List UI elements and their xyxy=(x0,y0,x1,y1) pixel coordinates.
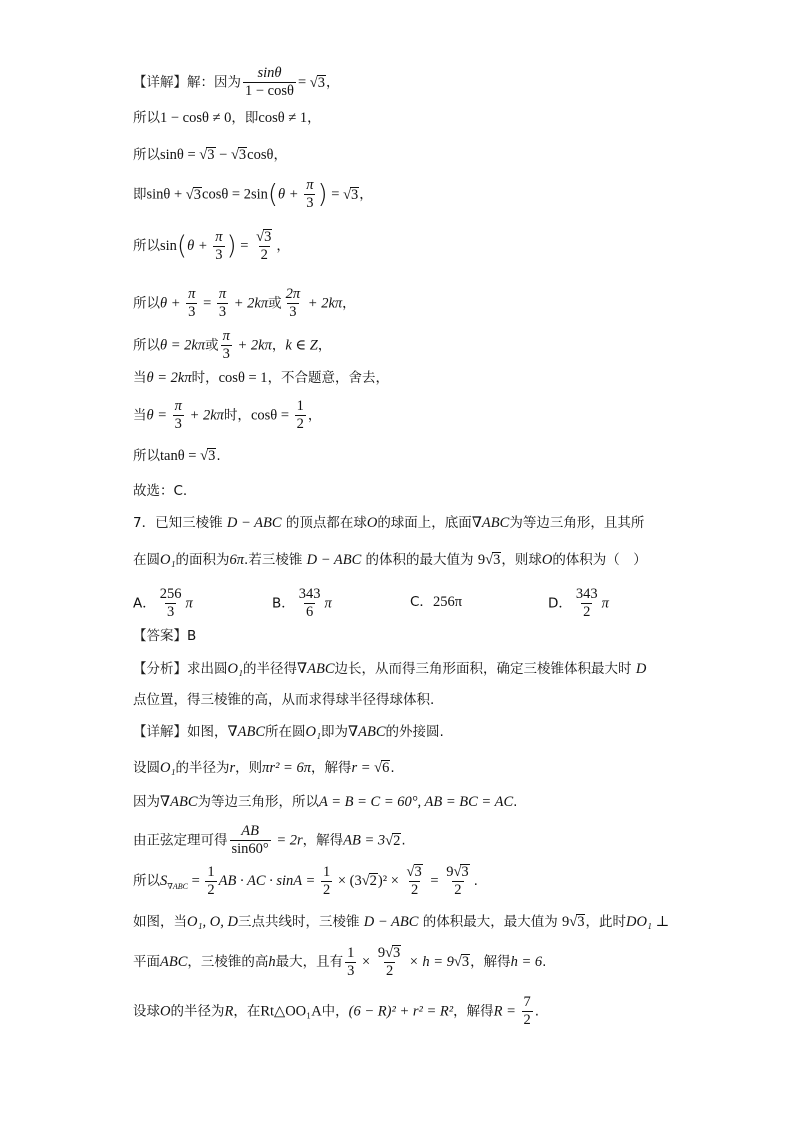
text-segment: 所以 xyxy=(133,448,160,464)
text-segment xyxy=(297,587,323,620)
text-segment: 2 xyxy=(385,963,394,980)
text-segment: 3 xyxy=(188,304,196,321)
text-segment: . xyxy=(473,873,478,890)
text-segment: 的面积为 xyxy=(175,552,230,568)
text-segment: √3 xyxy=(406,864,422,880)
text-segment xyxy=(376,945,403,979)
text-segment: . xyxy=(401,832,406,849)
text-segment: 256π xyxy=(432,594,463,610)
detail-line-6 xyxy=(133,287,356,320)
text-segment: )² × xyxy=(377,873,403,890)
detail2-line-2 xyxy=(133,760,395,776)
text-segment: k ∈ Z xyxy=(285,337,318,354)
text-segment xyxy=(321,865,332,898)
text-segment: √3 xyxy=(200,448,216,464)
text-segment: = xyxy=(327,186,344,203)
text-segment: 1 − cosθ ≠ 0 xyxy=(160,110,232,126)
text-segment: ∇ABC xyxy=(471,515,510,531)
text-segment: 所以 xyxy=(133,337,160,354)
text-segment: 故选：C. xyxy=(133,483,188,499)
detail2-line-8 xyxy=(133,995,539,1028)
answer-value: B xyxy=(187,628,197,644)
text-segment: cosθ = 1 xyxy=(218,370,268,386)
text-segment: 由正弦定理可得 xyxy=(133,832,228,849)
text-segment: 6π xyxy=(229,552,245,568)
text-segment: 所以 xyxy=(133,238,160,255)
text-segment: D − ABC xyxy=(306,552,362,568)
text-segment: R xyxy=(224,1003,234,1020)
text-segment: 3 xyxy=(218,304,227,321)
text-segment: 或 xyxy=(268,295,282,312)
text-segment: O₁, O, D xyxy=(187,914,238,930)
text-segment: O xyxy=(541,552,553,568)
text-segment: ( xyxy=(267,179,279,210)
text-segment: 3 xyxy=(577,914,585,930)
detail-line-4 xyxy=(133,178,373,211)
text-segment xyxy=(574,587,600,620)
text-segment: D． xyxy=(548,595,572,612)
sqrt: √3 xyxy=(309,74,325,91)
text-segment: 3 xyxy=(174,416,182,433)
text-segment: . xyxy=(216,448,221,464)
text-segment: = 2r xyxy=(272,832,303,849)
text-segment: 所以 xyxy=(133,147,160,163)
text-segment: ， xyxy=(359,186,373,203)
text-segment: D − ABC xyxy=(226,515,282,531)
text-segment: cosθ = 2sin xyxy=(202,186,268,203)
text-segment: 的体积最大，最大值为 xyxy=(418,914,562,930)
text-segment xyxy=(444,864,471,881)
text-segment: . xyxy=(390,760,395,776)
text-segment: 因为 xyxy=(133,794,160,810)
text-segment: π xyxy=(601,595,609,612)
text-segment: ， xyxy=(271,337,286,354)
text-segment: 为等边三角形，且其所 xyxy=(509,515,645,531)
text-segment: ，则 xyxy=(235,760,263,776)
text-segment: 的半径为 xyxy=(175,760,230,776)
text-segment: cosθ = xyxy=(250,407,293,424)
text-segment: × h = 9 xyxy=(405,954,454,971)
text-segment: sin xyxy=(160,238,177,255)
text-segment: 的外接圆. xyxy=(385,724,444,740)
text-segment: 256 xyxy=(159,586,182,602)
text-segment: ，解得 xyxy=(310,760,352,776)
text-segment: 或 xyxy=(205,337,219,354)
text-segment xyxy=(254,229,274,263)
answer-tag: 【答案】 xyxy=(133,628,187,644)
text-segment: θ + xyxy=(160,295,185,312)
text-segment: π xyxy=(222,328,230,344)
text-segment: ， xyxy=(307,407,322,424)
text-segment: 3 xyxy=(347,962,355,979)
text-segment: √3 xyxy=(230,147,247,163)
text-segment: 点位置，得三棱锥的高，从而求得球半径得球体积. xyxy=(133,692,435,708)
text-segment: h = 6 xyxy=(510,954,543,971)
text-segment: 6 xyxy=(306,604,314,621)
text-segment: π xyxy=(215,228,223,245)
text-segment: .若三棱锥 xyxy=(244,552,307,568)
question-7-line-1 xyxy=(133,516,644,531)
subscript: ∇ABC xyxy=(167,881,188,891)
text-segment: 设球 xyxy=(133,1003,160,1020)
text-segment: 3 xyxy=(393,945,401,961)
text-segment: × xyxy=(358,954,374,971)
fraction xyxy=(243,66,296,99)
text-segment: D xyxy=(635,661,647,677)
text-segment: 的顶点都在球 xyxy=(281,515,367,531)
text-segment: ABC xyxy=(160,954,188,971)
text-segment: 2 xyxy=(393,832,401,849)
text-segment: 当 xyxy=(133,407,147,424)
text-segment: ， xyxy=(342,295,356,312)
text-segment: 3 xyxy=(207,147,215,163)
text-segment xyxy=(376,945,403,962)
text-segment: DO₁ ⊥ xyxy=(625,914,670,930)
text-segment: 的球面上，底面 xyxy=(377,515,472,531)
text-segment: sinθ + xyxy=(146,186,186,203)
text-segment: √2 xyxy=(385,832,401,849)
text-segment: 3 xyxy=(493,552,501,568)
text-segment: 最大，且有 xyxy=(275,954,344,971)
detail2-line-4 xyxy=(133,824,406,857)
text-segment: θ + xyxy=(278,186,303,203)
detail-line-10 xyxy=(133,448,221,464)
detail2-line-5 xyxy=(133,864,478,898)
text-segment: √3 xyxy=(453,954,470,971)
text-segment: = xyxy=(297,74,310,91)
text-segment: h xyxy=(268,954,276,971)
text-segment: O₁ xyxy=(227,661,244,677)
text-segment: 2 xyxy=(583,604,591,621)
analysis-line-2 xyxy=(133,694,434,708)
text-segment: 所以 xyxy=(133,110,160,126)
text-segment: 的体积的最大值为 xyxy=(361,552,478,568)
text-segment: ，解得 xyxy=(453,1003,494,1020)
text-segment: 在圆 xyxy=(133,552,160,568)
text-segment: 3 xyxy=(306,195,314,212)
text-segment: ， xyxy=(317,337,332,354)
text-segment: 2 xyxy=(207,881,215,898)
text-segment: 设圆 xyxy=(133,760,160,776)
detail2-line-1 xyxy=(133,725,444,740)
detail-line-3 xyxy=(133,147,287,163)
text-segment: + 2kπ xyxy=(233,337,272,354)
text-segment: ，不合题意，舍去， xyxy=(267,370,390,386)
text-segment: . xyxy=(542,954,547,971)
text-segment: A = B = C = 60°, AB = BC = AC xyxy=(319,794,514,810)
text-segment: 所以 xyxy=(133,873,160,890)
text-segment: √3 xyxy=(453,864,469,880)
detail-line-9 xyxy=(133,399,321,432)
text-segment: C． xyxy=(410,594,433,610)
text-segment: ，则球 xyxy=(501,552,542,568)
text-segment: π xyxy=(218,286,227,302)
text-segment: ，此时 xyxy=(585,914,626,930)
text-segment xyxy=(205,865,216,898)
text-segment: R = xyxy=(493,1003,520,1020)
text-segment: 的半径为 xyxy=(170,1003,225,1020)
text-segment: √3 xyxy=(199,147,215,163)
text-segment: AB · AC · sinA = xyxy=(218,873,319,890)
text-segment: 2π xyxy=(285,286,301,302)
text-segment: A． xyxy=(133,595,156,612)
text-segment: ，解得 xyxy=(302,832,344,849)
text-segment: π xyxy=(324,595,332,612)
option-d[interactable] xyxy=(548,587,609,620)
text-segment xyxy=(173,399,184,432)
text-segment: − xyxy=(215,147,231,163)
text-segment: 3 xyxy=(461,954,470,971)
text-segment: (6 − R)² + r² = R² xyxy=(348,1003,454,1020)
text-segment: 即 xyxy=(133,186,147,203)
text-segment: 343 xyxy=(575,586,598,602)
text-segment: θ = 2kπ xyxy=(160,337,206,354)
text-segment: ) xyxy=(226,231,237,262)
question-7-line-2 xyxy=(133,552,647,568)
text-segment: √2 xyxy=(361,873,377,890)
text-segment xyxy=(186,287,197,320)
text-segment: 所以 xyxy=(133,295,160,312)
text-segment: 3 xyxy=(289,304,297,321)
text-segment: 时， xyxy=(223,407,251,424)
text-segment: π xyxy=(185,595,193,612)
text-segment: 中， xyxy=(321,1003,349,1020)
text-segment: Rt△OO₁A xyxy=(260,1003,322,1020)
text-segment: ∇ABC xyxy=(348,724,386,740)
text-segment: sin60° xyxy=(231,841,269,858)
text-segment: 的半径得 xyxy=(243,661,298,677)
text-segment: 3 xyxy=(414,864,422,880)
text-segment: 解：因为 xyxy=(187,74,241,91)
text-segment xyxy=(304,178,315,211)
text-segment: ， xyxy=(273,147,287,163)
text-segment: 3 xyxy=(317,74,325,91)
detail-tag: 【详解】 xyxy=(133,74,187,91)
text-segment xyxy=(522,995,533,1028)
text-segment: O₁ xyxy=(160,552,176,568)
text-segment: ∇ABC xyxy=(227,724,266,740)
text-segment: 所在圆 xyxy=(265,724,306,740)
text-segment: θ = 2kπ xyxy=(146,370,192,386)
text-segment: AB = 3 xyxy=(343,832,386,849)
text-segment: 平面 xyxy=(133,954,160,971)
text-segment: 7 xyxy=(523,994,531,1010)
text-segment: cosθ xyxy=(247,147,274,163)
answer-line xyxy=(133,630,196,644)
text-segment xyxy=(345,946,356,979)
text-segment: 三点共线时，三棱锥 xyxy=(237,914,364,930)
text-segment: sinθ xyxy=(257,65,282,81)
text-segment xyxy=(213,230,224,263)
text-segment: = xyxy=(426,873,443,890)
text-segment: 9 xyxy=(477,552,486,568)
text-segment: 当 xyxy=(133,370,147,386)
detail-line-8 xyxy=(133,371,389,386)
text-segment: D − ABC xyxy=(363,914,419,930)
text-segment: 2 xyxy=(260,247,268,264)
text-segment: 3 xyxy=(461,864,469,880)
text-segment: π xyxy=(188,286,196,302)
text-segment: ，即 xyxy=(231,110,259,126)
text-segment: θ + xyxy=(187,238,212,255)
text-segment: 2 xyxy=(296,416,304,433)
detail2-line-6 xyxy=(133,914,669,930)
detail-line-5 xyxy=(133,229,290,263)
detail2-line-3 xyxy=(133,795,517,810)
detail-line-1 xyxy=(133,66,339,99)
text-segment: 时， xyxy=(191,370,219,386)
text-segment: 3 xyxy=(238,147,247,163)
text-segment: = xyxy=(199,295,215,312)
option-c[interactable] xyxy=(410,595,462,610)
text-segment: πr² = 6π xyxy=(262,760,311,776)
text-segment: 2 xyxy=(454,882,462,899)
option-a[interactable] xyxy=(133,587,193,620)
text-segment: 1 xyxy=(347,944,355,961)
text-segment: 边长，从而得三角形面积，确定三棱锥体积最大时 xyxy=(334,661,636,677)
text-segment: + 2kπ xyxy=(304,295,343,312)
text-segment xyxy=(230,824,271,857)
detail-line-2 xyxy=(133,111,321,126)
text-segment: ，三棱锥的高 xyxy=(187,954,269,971)
text-segment: O xyxy=(160,1003,171,1020)
text-segment: 9 xyxy=(377,945,386,961)
text-segment: + 2kπ xyxy=(185,407,224,424)
text-segment: 3 xyxy=(208,448,216,464)
text-segment: O₁ xyxy=(305,724,322,740)
text-segment: 2 xyxy=(411,882,419,899)
text-segment: √3 xyxy=(569,914,585,930)
text-segment xyxy=(295,399,306,432)
answer-choice-line xyxy=(133,485,187,499)
text-segment: 3 xyxy=(222,346,230,363)
analysis-tag: 【分析】 xyxy=(133,661,187,677)
text-segment xyxy=(284,287,303,320)
text-segment: r = xyxy=(351,760,375,776)
text-segment xyxy=(444,864,471,898)
text-segment: = xyxy=(187,873,204,890)
text-segment: 3 xyxy=(264,229,272,245)
text-segment: √3 xyxy=(485,552,501,568)
text-segment: √6 xyxy=(374,760,390,776)
text-segment: 9 xyxy=(562,914,570,930)
text-segment: AB xyxy=(241,823,259,839)
text-segment: r xyxy=(229,760,236,776)
text-segment: 1 xyxy=(207,863,215,880)
text-segment: 1 xyxy=(322,863,331,880)
text-segment xyxy=(405,864,425,898)
text-segment: cosθ ≠ 1 xyxy=(258,110,308,126)
text-segment: π xyxy=(306,177,314,193)
text-segment: θ = xyxy=(146,407,171,424)
text-segment: ) xyxy=(317,179,328,210)
text-segment: S xyxy=(160,873,168,890)
text-segment: 如图，当 xyxy=(133,914,187,930)
text-segment: 为等边三角形，所以 xyxy=(197,794,320,810)
text-segment: 求出圆 xyxy=(187,661,228,677)
text-segment xyxy=(217,287,228,320)
text-segment: 即为 xyxy=(321,724,349,740)
text-segment: × (3 xyxy=(334,873,362,890)
text-segment: 2 xyxy=(523,1012,531,1029)
text-segment: tanθ = xyxy=(160,448,201,464)
text-segment: . xyxy=(513,794,518,810)
analysis-line-1 xyxy=(133,662,646,677)
text-segment: sinθ = xyxy=(160,147,200,163)
text-segment: = xyxy=(236,238,253,255)
option-b[interactable] xyxy=(272,587,332,620)
detail-line-7 xyxy=(133,329,331,362)
text-segment xyxy=(221,329,232,362)
text-segment: 3 xyxy=(215,246,223,263)
detail2-line-7 xyxy=(133,945,546,979)
text-segment: 343 xyxy=(298,586,321,602)
text-segment: B． xyxy=(272,595,295,612)
text-segment: 1 xyxy=(296,398,304,414)
text-segment: 6 xyxy=(382,760,390,776)
text-segment: ， xyxy=(325,74,340,91)
text-segment: 2 xyxy=(369,873,377,890)
text-segment: ， xyxy=(307,110,321,126)
text-segment: 3 xyxy=(351,186,359,203)
text-segment xyxy=(158,587,184,620)
text-segment: . xyxy=(534,1003,540,1020)
text-segment: √3 xyxy=(185,186,202,203)
text-segment: 7．已知三棱锥 xyxy=(133,515,227,531)
text-segment: O₁ xyxy=(160,760,176,776)
text-segment: 如图， xyxy=(187,724,228,740)
text-segment: 3 xyxy=(167,604,175,621)
text-segment: π xyxy=(174,398,182,414)
text-segment: 1 − cosθ xyxy=(245,83,294,100)
text-segment: √3 xyxy=(256,229,272,245)
text-segment: ，在 xyxy=(233,1003,261,1020)
text-segment: ， xyxy=(276,238,290,255)
text-segment: ∇ABC xyxy=(160,794,198,810)
text-segment: ∇ABC xyxy=(297,661,335,677)
text-segment: ( xyxy=(176,231,188,262)
text-segment: ，解得 xyxy=(470,954,511,971)
text-segment: √3 xyxy=(343,186,359,203)
text-segment: 2 xyxy=(322,881,331,898)
text-segment: √3 xyxy=(385,945,401,961)
text-segment: 9 xyxy=(446,864,454,880)
detail-tag-2: 【详解】 xyxy=(133,724,187,740)
text-segment: O xyxy=(366,515,378,531)
text-segment: 的体积为（ ） xyxy=(552,552,647,568)
text-segment: 3 xyxy=(193,186,202,203)
text-segment: + 2kπ xyxy=(230,295,269,312)
